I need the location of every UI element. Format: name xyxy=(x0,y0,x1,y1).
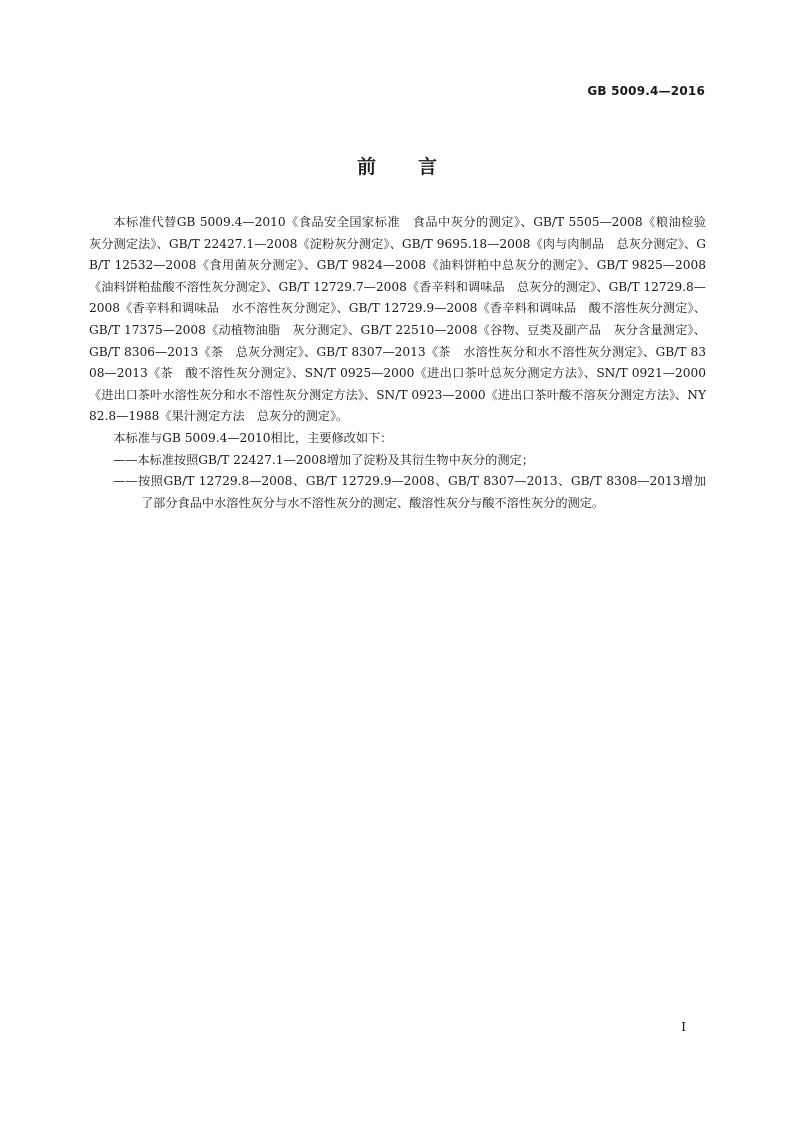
page-number: I xyxy=(681,1020,686,1034)
preface-body xyxy=(89,212,719,514)
preface-paragraph-changes-intro: 本标准与GB 5009.4—2010相比，主要修改如下： xyxy=(113,430,393,445)
page-title: 前言 xyxy=(356,156,479,178)
change-item-1: ——本标准按照GB/T 22427.1—2008增加了淀粉及其衍生物中灰分的测定； xyxy=(113,452,534,467)
change-item-2: ——按照GB/T 12729.8—2008、GB/T 12729.9—2008、GB/T 8307—2013、GB/T 8308—2013增加了部分食品中水溶性灰分与水不溶性灰分的测定、酸溶性灰分与酸不溶性灰分的测定。 xyxy=(113,474,706,510)
standard-code: GB 5009.4—2016 xyxy=(587,84,705,98)
preface-paragraph-replaced-standards: 本标准代替GB 5009.4—2010《食品安全国家标准 食品中灰分的测定》、GB/T 5505—2008《粮油检验 灰分测定法》、GB/T 22427.1—2008《淀粉灰分测定》、GB/T 9695.18—2008《肉与肉制品 总灰分测定》、GB/T 12532—2008《食用菌灰分测定》、GB/T 9824—2008《油料饼粕中总灰分的测定》、GB/T 9825—2008《油料饼粕盐酸不溶性灰分测定》、GB/T 12729.7—2008《香辛料和调味品 总灰分的测定》、GB/T 12729.8—2008《香辛料和调味品 水不溶性灰分测定》、GB/T 12729.9—2008《香辛料和调味品 酸不溶性灰分测定》、GB/T 17375—2008《动植物油脂 灰分测定》、GB/T 22510—2008《谷物、豆类及副产品 灰分含量测定》、GB/T 8306—2013《茶 总灰分测定》、GB/T 8307—2013《茶 水溶性灰分和水不溶性灰分测定》、GB/T 8308—2013《茶 酸不溶性灰分测定》、SN/T 0925—2000《进出口茶叶总灰分测定方法》、SN/T 0921—2000《进出口茶叶水溶性灰分和水不溶性灰分测定方法》、SN/T 0923—2000《进出口茶叶酸不溶灰分测定方法》、NY 82.8—1988《果汁测定方法 总灰分的测定》。 xyxy=(89,215,719,424)
